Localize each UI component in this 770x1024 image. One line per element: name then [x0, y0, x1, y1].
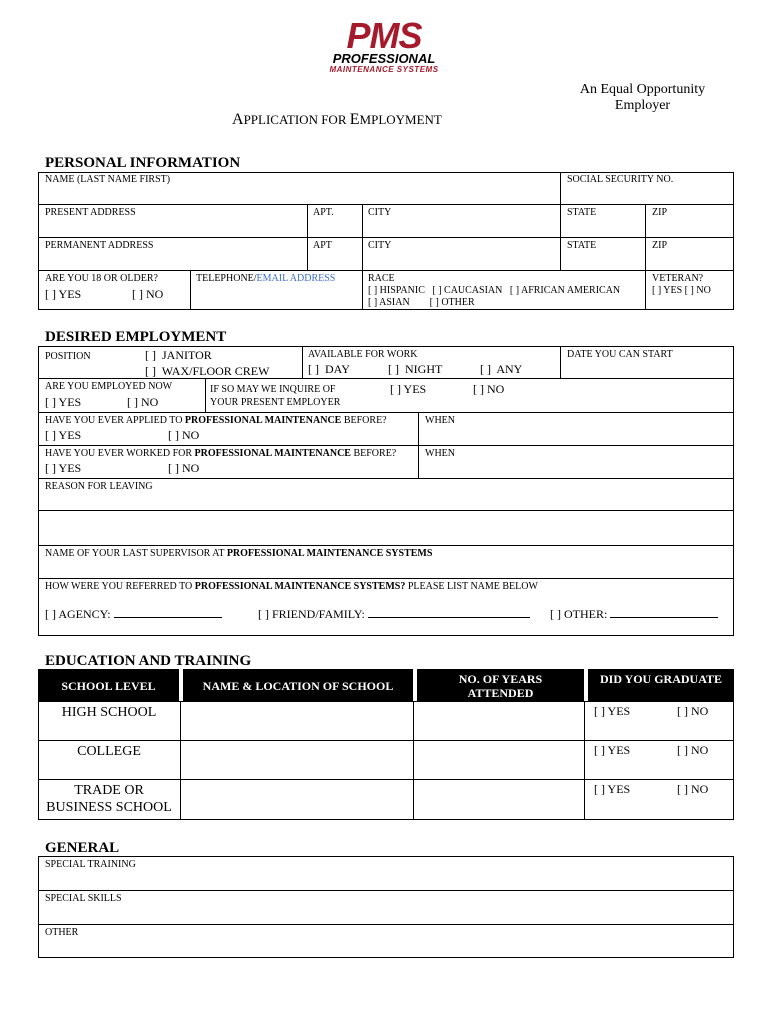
present-apt-label: APT. — [313, 207, 334, 218]
logo-line1: PROFESSIONAL — [332, 51, 436, 66]
edu-header-years-2: ATTENDED — [467, 686, 534, 700]
college-graduate-no[interactable]: [ ] NO — [677, 743, 709, 757]
telephone-label: TELEPHONE/ — [196, 273, 257, 284]
hs-graduate-no[interactable]: [ ] NO — [677, 704, 709, 718]
supervisor-label — [45, 548, 432, 560]
name-label: NAME (LAST NAME FIRST) — [45, 174, 171, 185]
race-label: RACE — [368, 273, 395, 284]
any-checkbox[interactable]: [ ] ANY — [480, 362, 523, 376]
present-city-label: CITY — [368, 207, 392, 218]
edu-header-years-1: NO. OF YEARS — [458, 672, 543, 686]
email-label: EMAIL ADDRESS — [256, 273, 336, 284]
title-cap-a: A — [232, 111, 244, 128]
available-label: AVAILABLE FOR WORK — [308, 349, 418, 360]
edu-header-name: NAME & LOCATION OF SCHOOL — [183, 669, 413, 701]
title-rest-e: MPLOYMENT — [359, 112, 442, 127]
night-checkbox[interactable]: [ ] NIGHT — [388, 362, 443, 376]
employed-yes-checkbox[interactable]: [ ] YES — [45, 395, 82, 409]
logo-main: PMS — [346, 15, 422, 56]
reason-leaving-label: REASON FOR LEAVING — [45, 481, 153, 492]
education-heading: EDUCATION AND TRAINING — [45, 653, 252, 669]
other-referral-blank[interactable] — [610, 606, 718, 618]
worked-before-label — [45, 448, 396, 460]
permanent-city-label: CITY — [368, 240, 392, 251]
company-logo — [318, 15, 450, 74]
agency-blank[interactable] — [114, 606, 222, 618]
edu-header-years — [417, 669, 584, 701]
supervisor-company: PROFESSIONAL MAINTENANCE SYSTEMS — [226, 548, 433, 559]
worked-when-label: WHEN — [425, 448, 455, 459]
eeo-line1: An Equal Opportunity — [579, 82, 706, 97]
special-skills-label: SPECIAL SKILLS — [45, 893, 122, 904]
race-options-line1[interactable]: [ ] HISPANIC [ ] CAUCASIAN [ ] AFRICAN AMERICAN — [368, 285, 621, 296]
inquire-label-line2: YOUR PRESENT EMPLOYER — [210, 397, 341, 408]
agency-checkbox[interactable] — [45, 606, 222, 621]
logo-line2: MAINTENANCE SYSTEMS — [329, 65, 439, 74]
edu-level-high-school: HIGH SCHOOL — [61, 705, 157, 720]
permanent-zip-label: ZIP — [652, 240, 667, 251]
referred-pre: HOW WERE YOU REFERRED TO — [45, 581, 195, 592]
worked-yes-checkbox[interactable]: [ ] YES — [45, 461, 82, 475]
applied-no-checkbox[interactable]: [ ] NO — [168, 428, 200, 442]
veteran-options[interactable]: [ ] YES [ ] NO — [652, 285, 711, 296]
applied-when-label: WHEN — [425, 415, 455, 426]
age-no-checkbox[interactable]: [ ] NO — [132, 287, 164, 301]
referred-label — [45, 581, 538, 593]
age-yes-checkbox[interactable]: [ ] YES — [45, 287, 82, 301]
worked-no-checkbox[interactable]: [ ] NO — [168, 461, 200, 475]
race-options-line2[interactable]: [ ] ASIAN [ ] OTHER — [368, 297, 475, 308]
edu-header-graduate: DID YOU GRADUATE — [588, 669, 734, 701]
hs-graduate-yes[interactable]: [ ] YES — [594, 704, 631, 718]
title-cap-e: E — [349, 111, 360, 128]
worked-post: BEFORE? — [350, 448, 397, 459]
general-heading: GENERAL — [45, 840, 120, 856]
ssn-label: SOCIAL SECURITY NO. — [567, 174, 674, 185]
veteran-label: VETERAN? — [652, 273, 704, 284]
trade-graduate-yes[interactable]: [ ] YES — [594, 782, 631, 796]
permanent-apt-label: APT — [313, 240, 332, 251]
referred-post: PLEASE LIST NAME BELOW — [405, 581, 538, 592]
start-date-label: DATE YOU CAN START — [567, 349, 673, 360]
edu-level-trade — [38, 782, 180, 816]
permanent-state-label: STATE — [567, 240, 597, 251]
agency-label: [ ] AGENCY: — [45, 607, 111, 621]
general-table — [38, 856, 734, 958]
inquire-label-line1: IF SO MAY WE INQUIRE OF — [210, 384, 336, 395]
telephone-email-label — [196, 273, 335, 285]
employed-now-label: ARE YOU EMPLOYED NOW — [45, 381, 173, 392]
wax-floor-crew-checkbox[interactable]: [ ] WAX/FLOOR CREW — [145, 364, 270, 378]
desired-employment-heading: DESIRED EMPLOYMENT — [45, 329, 227, 345]
position-label: POSITION — [45, 351, 91, 362]
employed-no-checkbox[interactable]: [ ] NO — [127, 395, 159, 409]
referred-company: PROFESSIONAL MAINTENANCE SYSTEMS? — [194, 581, 406, 592]
friend-family-label: [ ] FRIEND/FAMILY: — [258, 607, 365, 621]
general-other-label: OTHER — [45, 927, 79, 938]
supervisor-pre: NAME OF YOUR LAST SUPERVISOR AT — [45, 548, 227, 559]
other-referral-checkbox[interactable] — [550, 606, 718, 621]
edu-level-trade-2: BUSINESS SCHOOL — [46, 800, 172, 815]
present-zip-label: ZIP — [652, 207, 667, 218]
janitor-checkbox[interactable]: [ ] JANITOR — [145, 348, 212, 362]
special-training-label: SPECIAL TRAINING — [45, 859, 136, 870]
present-address-label: PRESENT ADDRESS — [45, 207, 136, 218]
eeo-statement — [560, 82, 725, 114]
trade-graduate-no[interactable]: [ ] NO — [677, 782, 709, 796]
applied-yes-checkbox[interactable]: [ ] YES — [45, 428, 82, 442]
day-checkbox[interactable]: [ ] DAY — [308, 362, 350, 376]
other-referral-label: [ ] OTHER: — [550, 607, 608, 621]
applied-post: BEFORE? — [341, 415, 387, 426]
page-title — [232, 111, 442, 129]
inquire-yes-checkbox[interactable]: [ ] YES — [390, 382, 427, 396]
college-graduate-yes[interactable]: [ ] YES — [594, 743, 631, 757]
personal-info-heading: PERSONAL INFORMATION — [45, 155, 241, 171]
friend-family-blank[interactable] — [368, 606, 530, 618]
worked-company: PROFESSIONAL MAINTENANCE — [194, 448, 351, 459]
edu-header-level: SCHOOL LEVEL — [38, 669, 179, 701]
eeo-line2: Employer — [614, 98, 671, 113]
edu-level-college: COLLEGE — [77, 744, 141, 759]
edu-level-trade-1: TRADE OR — [74, 783, 144, 798]
title-rest-a: PPLICATION FOR — [243, 112, 350, 127]
inquire-no-checkbox[interactable]: [ ] NO — [473, 382, 505, 396]
worked-pre: HAVE YOU EVER WORKED FOR — [45, 448, 195, 459]
applied-company: PROFESSIONAL MAINTENANCE — [184, 415, 342, 426]
applied-pre: HAVE YOU EVER APPLIED TO — [45, 415, 185, 426]
age-label: ARE YOU 18 OR OLDER? — [45, 273, 158, 284]
applied-before-label — [45, 415, 387, 427]
permanent-address-label: PERMANENT ADDRESS — [45, 240, 154, 251]
present-state-label: STATE — [567, 207, 597, 218]
friend-family-checkbox[interactable] — [258, 606, 530, 621]
